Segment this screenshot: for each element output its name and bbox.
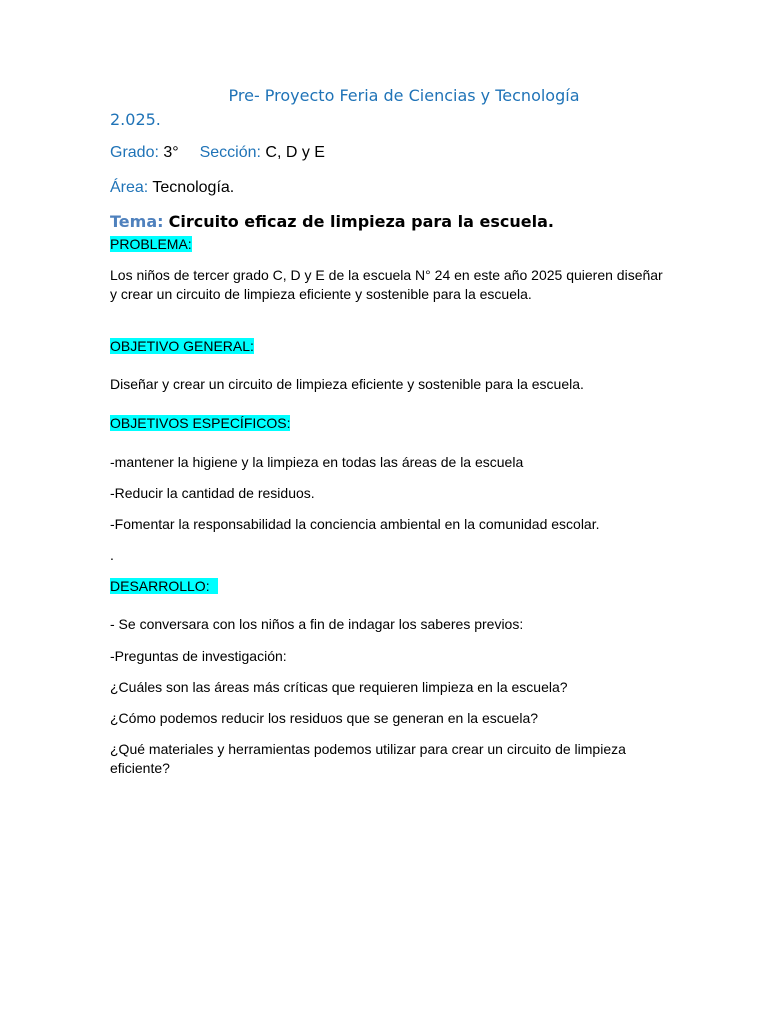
desarrollo-heading: DESARROLLO: — [110, 578, 218, 594]
tema-label: Tema: — [110, 212, 164, 231]
area-value: Tecnología. — [152, 179, 235, 196]
objetivos-especificos-heading: OBJETIVOS ESPECÍFICOS: — [110, 415, 291, 431]
grado-line — [110, 144, 670, 162]
seccion-label: Sección: — [199, 144, 261, 161]
desarrollo-heading-line — [110, 578, 670, 596]
problema-text: Los niños de tercer grado C, D y E de la escuela N° 24 en este año 2025 quieren diseñar y crear un circuito de limpieza eficiente y sostenible para la escuela. — [110, 267, 663, 302]
title-line-1: Pre- Proyecto Feria de Ciencias y Tecnología — [228, 86, 580, 105]
dot-line: . — [110, 547, 114, 563]
tema-line — [110, 212, 670, 231]
objetivo-especifico-2: -Reducir la cantidad de residuos. — [110, 485, 315, 501]
objetivo-general-heading-line — [110, 338, 670, 356]
objetivos-especificos-heading-line — [110, 415, 670, 433]
desarrollo-item-5: ¿Qué materiales y herramientas podemos utilizar para crear un circuito de limpieza eficiente? — [110, 741, 626, 776]
objetivo-general-text: Diseñar y crear un circuito de limpieza eficiente y sostenible para la escuela. — [110, 376, 584, 392]
objetivo-especifico-1: -mantener la higiene y la limpieza en todas las áreas de la escuela — [110, 454, 524, 470]
desarrollo-item-1: - Se conversara con los niños a fin de indagar los saberes previos: — [110, 616, 524, 632]
problema-heading: PROBLEMA: — [110, 236, 192, 252]
objetivo-especifico-3: -Fomentar la responsabilidad la conciencia ambiental en la comunidad escolar. — [110, 516, 600, 532]
title-line-2: 2.025. — [110, 110, 161, 129]
desarrollo-item-3: ¿Cuáles son las áreas más críticas que requieren limpieza en la escuela? — [110, 679, 568, 695]
objetivo-general-heading: OBJETIVO GENERAL: — [110, 338, 254, 354]
area-line — [110, 179, 670, 197]
problema-heading-line — [110, 236, 670, 254]
desarrollo-item-4: ¿Cómo podemos reducir los residuos que se generan en la escuela? — [110, 710, 539, 726]
area-label: Área: — [110, 179, 149, 196]
grado-label: Grado: — [110, 144, 159, 161]
desarrollo-item-2: -Preguntas de investigación: — [110, 648, 287, 664]
tema-value: Circuito eficaz de limpieza para la escuela. — [168, 212, 554, 231]
seccion-value: C, D y E — [265, 144, 325, 161]
grado-value: 3° — [163, 144, 179, 161]
